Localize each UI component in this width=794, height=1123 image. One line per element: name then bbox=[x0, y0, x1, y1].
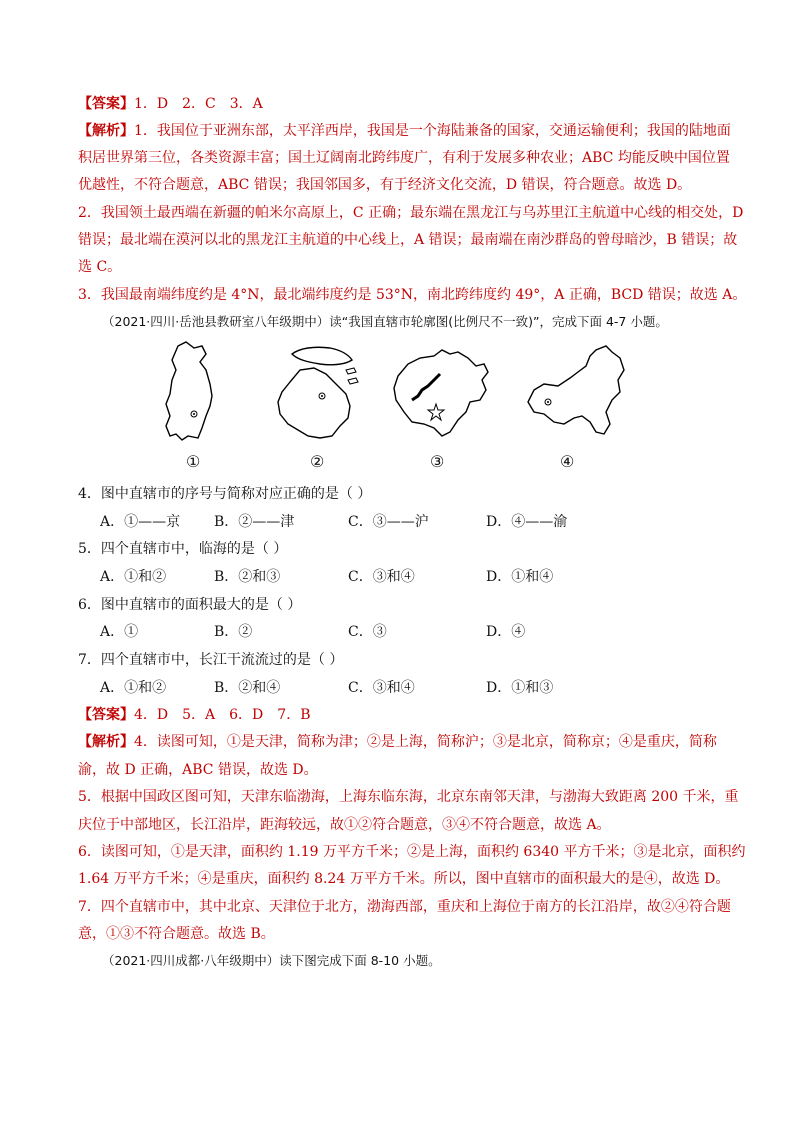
analysis-text: 4．读图可知，①是天津，简称为津；②是上海，简称沪；③是北京，简称京；④是重庆，简称 bbox=[134, 734, 717, 750]
analysis-line bbox=[78, 732, 728, 752]
map-chongming-island bbox=[292, 347, 352, 365]
map-beijing-outline bbox=[394, 350, 488, 436]
question-option: C．③和④ bbox=[348, 569, 415, 585]
map-label-1: ① bbox=[186, 452, 201, 471]
map-tianjin-outline bbox=[166, 342, 212, 440]
analysis-label: 【解析】 bbox=[78, 123, 134, 139]
analysis-line: 优越性，不符合题意，ABC 错误；我国邻国多，有于经济文化交流，D 错误，符合题意。故选 D。 bbox=[78, 177, 692, 193]
answer-line-2 bbox=[78, 705, 728, 725]
analysis-text: 1．我国位于亚洲东部，太平洋西岸，我国是一个海陆兼备的国家，交通运输便利；我国的陆地面 bbox=[134, 123, 731, 139]
question-option: B．②和③ bbox=[214, 569, 281, 585]
question-option: D．①和④ bbox=[486, 569, 554, 585]
question-option: C．③ bbox=[348, 624, 387, 640]
question-option: D．④ bbox=[486, 624, 526, 640]
question-source: （2021·四川·岳池县教研室八年级期中）读“我国直辖市轮廓图(比例尺不一致)”，完成下面 4-7 小题。 bbox=[102, 314, 668, 329]
answer-label: 【答案】 bbox=[78, 707, 134, 723]
question-option: B．②——津 bbox=[214, 514, 295, 530]
question-option: B．②和④ bbox=[214, 680, 281, 696]
question-option: B．② bbox=[214, 624, 253, 640]
question-option: C．③——沪 bbox=[348, 514, 429, 530]
question-option: A．①——京 bbox=[100, 514, 181, 530]
analysis-line: 3．我国最南端纬度约是 4°N，最北端纬度约是 53°N，南北跨纬度约 49°，A 正确，BCD 错误；故选 A。 bbox=[78, 287, 747, 303]
analysis-line bbox=[78, 121, 731, 141]
map-label-3: ③ bbox=[430, 452, 445, 471]
question-option: C．③和④ bbox=[348, 680, 415, 696]
question-stem: 4．图中直辖市的序号与简称对应正确的是（ ） bbox=[78, 486, 372, 502]
answer-text: 4．D 5．A 6．D 7．B bbox=[134, 707, 311, 723]
map-label-2: ② bbox=[310, 452, 325, 471]
map-shanghai-outline bbox=[278, 368, 350, 438]
analysis-line: 2．我国领土最西端在新疆的帕米尔高原上，C 正确；最东端在黑龙江与乌苏里江主航道中心线的相交处，D bbox=[78, 205, 744, 221]
question-stem: 7．四个直辖市中，长江干流流过的是（ ） bbox=[78, 652, 344, 668]
question-source: （2021·四川成都·八年级期中）读下图完成下面 8-10 小题。 bbox=[102, 953, 441, 968]
analysis-label: 【解析】 bbox=[78, 734, 134, 750]
analysis-line: 积居世界第三位，各类资源丰富；国土辽阔南北跨纬度广，有利于发展多种农业；ABC 均能反映中国位置 bbox=[78, 150, 730, 166]
question-option: D．①和③ bbox=[486, 680, 554, 696]
analysis-line: 意，①③不符合题意。故选 B。 bbox=[78, 926, 275, 942]
answer-line-1 bbox=[78, 94, 728, 114]
municipality-outline-maps bbox=[150, 340, 630, 475]
question-option: A．①和② bbox=[100, 680, 167, 696]
question-stem: 6．图中直辖市的面积最大的是（ ） bbox=[78, 597, 302, 613]
outline-maps-figure bbox=[150, 340, 630, 450]
analysis-line: 选 C。 bbox=[78, 259, 122, 275]
map-chongqing-outline bbox=[528, 346, 624, 434]
analysis-line: 1.64 万平方千米；④是重庆，面积约 8.24 万平方千米。所以，图中直辖市的面积最大的是④，故选 D。 bbox=[78, 871, 730, 887]
answer-text: 1．D 2．C 3．A bbox=[134, 96, 263, 112]
answer-label: 【答案】 bbox=[78, 96, 134, 112]
analysis-line: 5．根据中国政区图可知，天津东临渤海，上海东临东海，北京东南邻天津，与渤海大致距离 200 千米，重 bbox=[78, 789, 739, 805]
analysis-line: 6．读图可知，①是天津，面积约 1.19 万平方千米；②是上海，面积约 6340 平方千米；③是北京，面积约 bbox=[78, 844, 746, 860]
analysis-line: 渝，故 D 正确，ABC 错误，故选 D。 bbox=[78, 762, 318, 778]
map-label-4: ④ bbox=[560, 452, 575, 471]
analysis-line: 7．四个直辖市中，其中北京、天津位于北方，渤海西部，重庆和上海位于南方的长江沿岸，故②④符合题 bbox=[78, 899, 731, 915]
analysis-line: 错误；最北端在漠河以北的黑龙江主航道的中心线上，A 错误；最南端在南沙群岛的曾母暗沙，B 错误；故 bbox=[78, 232, 738, 248]
question-stem: 5．四个直辖市中，临海的是（ ） bbox=[78, 541, 288, 557]
analysis-line: 庆位于中部地区，长江沿岸，距海较远，故①②符合题意，③④不符合题意，故选 A。 bbox=[78, 817, 611, 833]
question-option: A．① bbox=[100, 624, 139, 640]
question-option: D．④——渝 bbox=[486, 514, 568, 530]
question-option: A．①和② bbox=[100, 569, 167, 585]
